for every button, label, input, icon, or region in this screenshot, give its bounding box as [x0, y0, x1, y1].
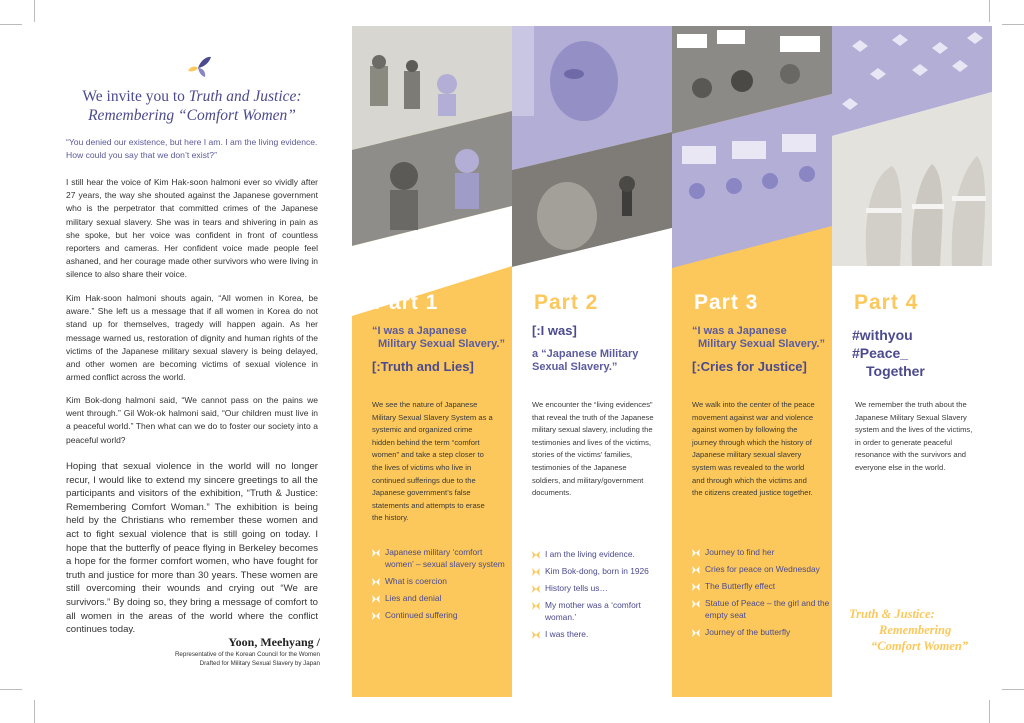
- part-1-photo-collage: [352, 26, 512, 316]
- part-3-bullet-3: The Butterfly effect: [705, 580, 776, 591]
- part-4-panel: [832, 26, 992, 697]
- part-1-title: Part 1: [374, 291, 439, 314]
- exhibition-logo: [849, 606, 984, 654]
- list-item: [532, 566, 670, 578]
- part-3-subtitle: [692, 325, 830, 350]
- intro-title-plain: We invite you to: [82, 88, 189, 105]
- intro-paragraph-1: I still hear the voice of Kim Hak-soon halmoni ever so vividly after 27 years, the way she shouted against the Japanese government who is the perpetrator that committed crimes of the Japanese military sexual slavery. She was in tears and shivering in pain as she spoke, but her voice was confident in front of countless reporters and cameras. Her confident voice made people feel ashaned, and her courage made other survivors who were living in silence to also share their voice.: [66, 177, 318, 280]
- part-1-bullet-list: [372, 547, 510, 627]
- list-item: [532, 583, 670, 595]
- list-item: [692, 627, 830, 639]
- signature-role: [68, 651, 320, 669]
- part-1-tag: [:Truth and Lies]: [372, 359, 474, 374]
- part-1-bullet-1: Japanese military ‘comfort women’ – sexual slavery system: [385, 547, 505, 569]
- butterfly-bullet-icon: [692, 549, 700, 557]
- part-2-description: We encounter the “living evidences” that reveal the truth of the Japanese military sexual slavery, including the testimonies and lives of the victims, stories of the victims’ families, testimonies of the Japanese soldiers, and military/government documents.: [532, 400, 654, 498]
- butterfly-bullet-icon: [692, 629, 700, 637]
- part-2-bullet-4: My mother was a ‘comfort woman.’: [545, 599, 641, 622]
- list-item: [532, 549, 670, 561]
- crop-mark: [1002, 24, 1024, 25]
- list-item: [532, 600, 670, 624]
- butterfly-bullet-icon: [372, 595, 380, 603]
- crop-mark: [989, 0, 990, 22]
- part-4-title: Part 4: [854, 291, 919, 314]
- part-2-bullet-3: History tells us…: [545, 582, 608, 593]
- part-3-bullet-2: Cries for peace on Wednesday: [705, 563, 820, 574]
- intro-paragraph-2: Kim Hak-soon halmoni shouts again, “All women in Korea, be aware.” She left us a message that if all women in Korea do not stand up for themselves, tragedy will happen again. As her message warned us, restoration of dignity and human rights of the victims of the Japanese military sexual slavery is being delayed, and other women are becoming victims of sexual violence in armed conflict across the world.: [66, 293, 318, 383]
- list-item: [692, 598, 830, 622]
- part-2-tag: [:I was]: [532, 323, 577, 338]
- part-2-title: Part 2: [534, 291, 599, 314]
- butterfly-bullet-icon: [532, 585, 540, 593]
- part-3-description: We walk into the center of the peace movement against war and violence against women by following the journey through which the history of Japanese military sexual slavery system was revealed to the world and through which the victims and the citizens created justice together.: [692, 400, 815, 498]
- signature-role-line1: Representative of the Korean Council for the Women: [174, 651, 320, 658]
- exhibition-logo-line2: Remembering: [879, 623, 952, 637]
- part-1-bullet-3: Lies and denial: [385, 592, 442, 603]
- part-3-tag: [:Cries for Justice]: [692, 359, 807, 374]
- part-4-tag-1: #withyou: [852, 327, 913, 343]
- part-2-photo-collage: [512, 26, 672, 316]
- list-item: [372, 610, 510, 622]
- crop-mark: [34, 0, 35, 22]
- butterfly-bullet-icon: [532, 568, 540, 576]
- intro-title-line2: Remembering “Comfort Women”: [88, 107, 296, 124]
- part-1-subtitle-line2: Military Sexual Slavery.”: [378, 337, 505, 350]
- part-4-tags: [852, 326, 925, 380]
- part-3-subtitle-line1: “I was a Japanese: [692, 325, 787, 337]
- list-item: [692, 564, 830, 576]
- butterfly-bullet-icon: [372, 578, 380, 586]
- part-4-tag-2: #Peace_: [852, 345, 909, 361]
- butterfly-bullet-icon: [692, 583, 700, 591]
- part-2-bullet-5: I was there.: [545, 628, 589, 639]
- butterfly-bullet-icon: [532, 631, 540, 639]
- signature-name: Yoon, Meehyang /: [228, 635, 320, 649]
- list-item: [372, 547, 510, 571]
- exhibition-logo-line3: “Comfort Women”: [871, 639, 969, 653]
- part-1-bullet-2: What is coercion: [385, 575, 447, 586]
- crop-mark: [1002, 689, 1024, 690]
- crop-mark: [989, 700, 990, 723]
- butterfly-bullet-icon: [692, 600, 700, 608]
- part-4-description: We remember the truth about the Japanese Military Sexual Slavery system and the lives of the victims, in order to generate peaceful resonance with the survivors and everyone else in the world.: [855, 400, 973, 472]
- butterfly-bullet-icon: [532, 551, 540, 559]
- part-2-bullet-1: I am the living evidence.: [545, 549, 635, 559]
- part-2-bullet-2: Kim Bok-dong, born in 1926: [545, 565, 649, 576]
- part-2-subtitle-line2: Sexual Slavery.”: [532, 360, 618, 373]
- part-3-bullet-1: Journey to find her: [705, 547, 775, 557]
- butterfly-bullet-icon: [692, 566, 700, 574]
- part-1-subtitle-line1: “I was a Japanese: [372, 325, 467, 337]
- part-1-subtitle: [372, 325, 510, 350]
- list-item: [692, 547, 830, 559]
- part-4-tag-3: Together: [866, 363, 925, 379]
- intro-paragraph-4: Hoping that sexual violence in the world will no longer recur, I would like to extend my sincere greetings to all the participants and visitors of the exhibition, “Truth & Justice: Remembering Comfort Woman.” The exhibition is being held by the Christians who remember these women and act to fight sexual violence that is still going on today. I hope that the butterfly of peace flying in Berkeley becomes a hope for the former comfort women, who have fought for truth and justice for more than 30 years. These women are still overcoming their wounds and crying out “We are survivors.” By doing so, they bring a message of comfort to all women in the areas of the world where the conflict continues today.: [66, 461, 318, 636]
- intro-title-italic: Truth and Justice:: [188, 88, 302, 105]
- butterfly-icon: [184, 55, 212, 79]
- part-3-bullet-4: Statue of Peace – the girl and the empty seat: [705, 597, 830, 620]
- part-1-description: We see the nature of Japanese Military Sexual Slavery System as a systemic and organized crime hidden behind the term “comfort women” and take a step closer to the lives of victims who live in continued sufferings due to the Japanese government’s false statements and attempts to erase the history.: [372, 400, 493, 523]
- part-2-subtitle-line1: a “Japanese Military: [532, 348, 639, 360]
- part-3-bullet-list: [692, 547, 830, 644]
- list-item: [372, 593, 510, 605]
- list-item: [532, 629, 670, 641]
- part-1-bullet-4: Continued suffering: [385, 609, 458, 620]
- part-4-photo-collage: [832, 26, 992, 316]
- part-3-title: Part 3: [694, 291, 759, 314]
- part-1-panel: [352, 26, 512, 697]
- part-2-panel: [512, 26, 672, 697]
- part-2-bullet-list: [532, 549, 670, 646]
- signature-role-line2: Drafted for Military Sexual Slavery by Japan: [199, 659, 320, 667]
- part-3-subtitle-line2: Military Sexual Slavery.”: [698, 337, 825, 350]
- intro-title: [66, 87, 318, 125]
- list-item: [372, 576, 510, 588]
- crop-mark: [0, 24, 22, 25]
- crop-mark: [0, 689, 22, 690]
- intro-paragraph-3: Kim Bok-dong halmoni said, “We cannot pass on the pains we went through.” Gil Wok-ok halmoni said, “Our children must live in a peaceful world.” Then what can we do to foster our society into a peaceful world?: [66, 395, 318, 445]
- butterfly-bullet-icon: [532, 602, 540, 610]
- list-item: [692, 581, 830, 593]
- part-2-subtitle: [532, 348, 670, 373]
- part-3-photo-collage: [672, 26, 832, 316]
- part-3-panel: [672, 26, 832, 697]
- intro-quote: “You denied our existence, but here I am. I am the living evidence. How could you say that we don’t exist?”: [66, 137, 318, 160]
- exhibition-logo-line1: Truth & Justice:: [849, 607, 935, 621]
- part-3-bullet-5: Journey of the butterfly: [705, 626, 791, 637]
- crop-mark: [34, 700, 35, 723]
- butterfly-bullet-icon: [372, 549, 380, 557]
- butterfly-bullet-icon: [372, 612, 380, 620]
